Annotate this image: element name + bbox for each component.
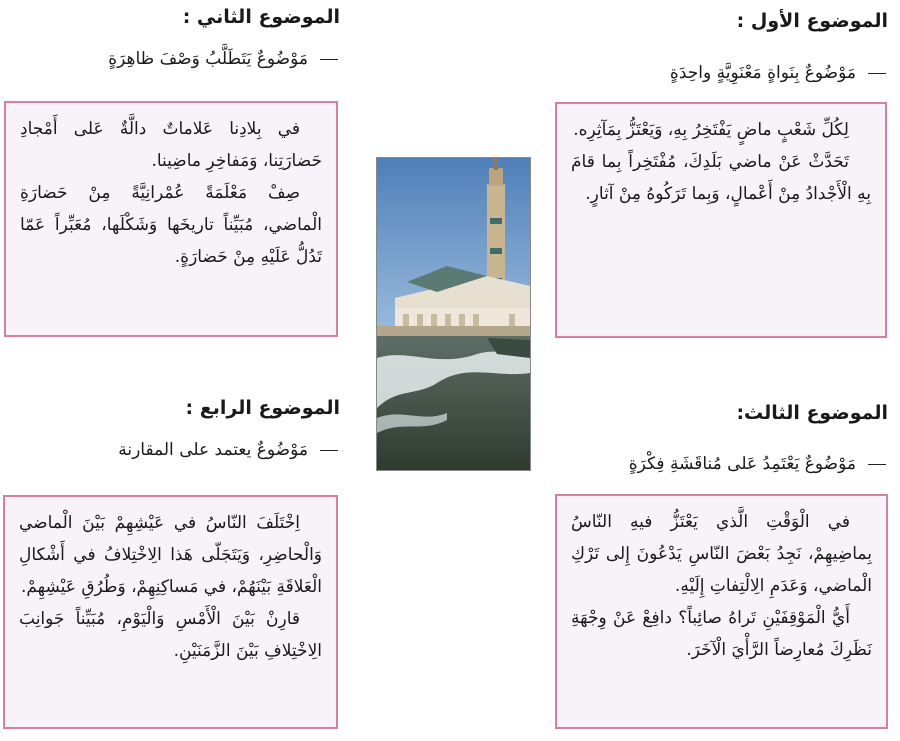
- dash-icon: [320, 59, 338, 60]
- topic-1-paragraph: تَحَدَّثْ عَنْ ماضي بَلَدِكَ، مُفْتَخِراً بِما قامَ بِهِ الْأَجْدادُ مِنْ أَعْمالٍ، وَبِما تَرَكُوهُ مِنْ آثارٍ.: [571, 152, 871, 204]
- dash-icon: [320, 450, 338, 451]
- topic-1-box: [555, 102, 887, 338]
- topic-4: [10, 395, 340, 421]
- topic-1-subtitle: مَوْضُوعٌ بِنَواةٍ مَعْنَوِيَّةٍ واحِدَةٍ: [669, 63, 856, 83]
- topic-2: [10, 4, 340, 30]
- topic-2-box: [4, 101, 338, 337]
- topic-3-paragraph: أَيُّ الْمَوْقِفَيْنِ تَراهُ صائِباً؟ دافِعْ عَنْ وِجْهَةِ نَظَرِكَ مُعارِضاً الرَّأْيَ الْآخَرَ.: [571, 608, 872, 660]
- topic-1: [548, 8, 888, 34]
- topic-4-paragraph: اِخْتَلَفَ النّاسُ في عَيْشِهِمْ بَيْنَ الْماضي وَالْحاضِرِ، وَيَتَجَلّى هَذا الِاخْتِلافُ في أَشْكالِ الْعَلاقَةِ بَيْنَهُمْ، في مَساكِنِهِمْ، وَطُرُقِ عَيْشِهِمْ.: [19, 513, 322, 597]
- topic-3-subtitle: مَوْضُوعٌ يَعْتَمِدُ عَلى مُناقَشَةِ فِكْرَةٍ: [628, 454, 856, 474]
- topic-2-title: الموضوع الثاني :: [182, 6, 340, 28]
- topic-3-paragraph: في الْوَقْتِ الَّذي يَعْتَزُّ فيهِ النّاسُ بِماضِيهِمْ، نَجِدُ بَعْضَ النّاسِ يَدْعُونَ إِلى تَرْكِ الْماضي، وَعَدَمِ الِالْتِفاتِ إِلَيْهِ.: [571, 512, 872, 596]
- mosque-minaret-seaside-photo-icon: [377, 158, 530, 470]
- topic-3-box: [555, 494, 888, 729]
- topic-2-subtitle: مَوْضُوعٌ يَتَطَلَّبُ وَصْفَ ظاهِرَةٍ: [108, 49, 308, 69]
- dash-icon: [868, 73, 886, 74]
- topic-1-title: الموضوع الأول :: [736, 10, 888, 32]
- mosque-photo: [376, 157, 531, 471]
- topic-4-paragraph: قارِنْ بَيْنَ الْأَمْسِ وَالْيَوْمِ، مُبَيِّناً جَوانِبَ الِاخْتِلافِ بَيْنَ الزَّمَنَيْنِ.: [19, 609, 322, 661]
- topic-2-paragraph: في بِلادِنا عَلاماتٌ دالَّةٌ عَلى أَمْجادِ حَضارَتِنا، وَمَفاخِرِ ماضِينا.: [20, 119, 322, 171]
- topic-1-paragraph: لِكُلِّ شَعْبٍ ماضٍ يَفْتَخِرُ بِهِ، وَيَعْتَزُّ بِمَآثِرِه.: [573, 120, 849, 140]
- dash-icon: [868, 464, 886, 465]
- topic-4-box: [3, 495, 338, 729]
- topic-3: [548, 400, 888, 426]
- topic-3-title: الموضوع الثالث:: [736, 402, 888, 424]
- topic-4-subtitle: مَوْضُوعٌ يعتمد على المقارنة: [118, 440, 308, 460]
- topic-2-paragraph: صِفْ مَعْلَمَةً عُمْرانِيَّةً مِنْ حَضارَةِ الْماضي، مُبَيِّناً تاريخَها وَشَكْلَها، مُعَبِّراً عَمّا تَدُلُّ عَلَيْهِ مِنْ حَضارَةٍ.: [20, 183, 322, 267]
- topic-4-title: الموضوع الرابع :: [185, 397, 340, 419]
